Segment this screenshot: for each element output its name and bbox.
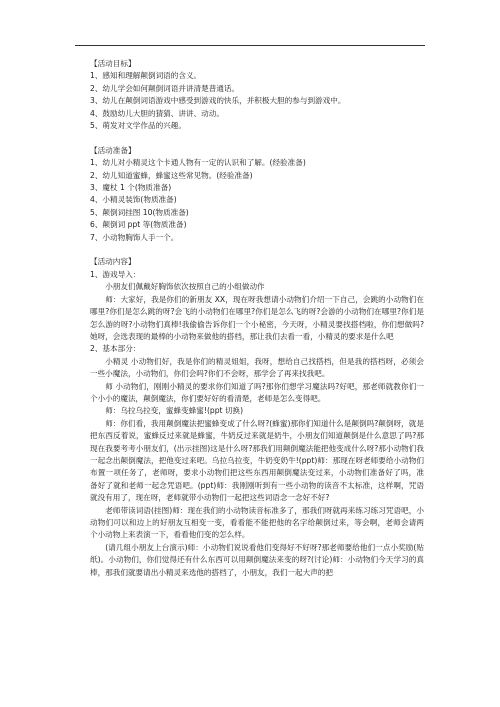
header-rule <box>75 45 425 46</box>
prep-item: 5、颠倒词挂图 10(物质准备) <box>90 207 189 217</box>
paragraph: (请几组小朋友上台演示)师：小动物们说说看他们变得好不好呀?那老师要给他们一点小奖励(贴纸)。小动物们，你们觉得还有什么东西可以用颠倒魔法来变的呀?(讨论)师：小动物们今天学习的真棒，那我们就要请出小精灵来选他的搭档了，小朋友，我们一起大声的把 <box>90 542 424 577</box>
content-heading: 【活动内容】 <box>90 257 136 267</box>
prep-item: 1、幼儿对小精灵这个卡通人物有一定的认识和了解。(经验准备) <box>90 158 306 168</box>
document-body <box>90 58 424 579</box>
paragraph: 师：大家好，我是你们的新朋友 XX，现在呀我想请小动物们介绍一下自己，会跳的小动物们在哪里?你们是怎么跳的呀?会飞的小动物们在哪里?你们是怎么飞的呀?会游的小动物们在哪里?你们是怎么游的呀?小动物们真棒!我偷偷告诉你们一个小秘密，今天呀，小精灵要找搭档啦，你们想做吗?她呀，会选表现的最棒的小动物来做他的搭档，那让我们去看一看，小精灵的要求是什么吧 <box>90 294 424 341</box>
paragraph: 小精灵 小动物们好，我是你们的精灵姐姐，我呀，想给自己找搭档，但是我的搭档呀，必须会一些小魔法，小动物们，你们会吗?你们不会呀，那学会了再来找我吧。 <box>90 356 424 379</box>
prep-item: 4、小精灵装饰(物质准备) <box>90 195 177 205</box>
goal-item: 2、幼儿学会如何颠倒词语并讲清楚普通话。 <box>90 83 240 93</box>
prep-item: 6、颠倒词 ppt 等(物质准备) <box>90 220 187 230</box>
goal-item: 5、萌发对文学作品的兴趣。 <box>90 121 186 131</box>
paragraph: 师：乌拉乌拉变，蜜蜂变蜂蜜!(ppt 切换) <box>105 406 244 416</box>
prep-item: 3、魔杖 1 个(物质准备) <box>90 183 172 193</box>
paragraph: 小朋友们佩戴好胸饰依次按照自己的小组做动作 <box>105 282 265 292</box>
section-title: 1、游戏导入： <box>90 269 141 279</box>
goal-item: 1、感知和理解颠倒词语的含义。 <box>90 71 202 81</box>
goal-item: 3、幼儿在颠倒词语游戏中感受到游戏的快乐，并积极大胆的参与到游戏中。 <box>90 96 346 106</box>
section-title: 2、基本部分： <box>90 344 141 354</box>
prep-item: 7、小动物胸饰人手一个。 <box>90 232 179 242</box>
prep-item: 2、幼儿知道蜜蜂，蜂蜜这些常见物。(经验准备) <box>90 170 253 180</box>
paragraph: 师 小动物们，刚刚小精灵的要求你们知道了吗?那你们想学习魔法吗?好吧，那老师就教你们一个小小的魔法，颠倒魔法，你们要好好的看清楚，老师是怎么变得吧。 <box>90 381 424 403</box>
prep-heading: 【活动准备】 <box>90 145 136 155</box>
paragraph: 师：你们看，我用颠倒魔法把蜜蜂变成了什么呀?(蜂蜜)那你们知道什么是颠倒吗?颠倒呀，就是把东西反着说，蜜蜂反过来就是蜂蜜，牛奶反过来就是奶牛，小朋友们知道颠倒是什么意思了吗?那现在我要考考小朋友们，(出示挂图)这是什么呀?那我们用颠倒魔法能把他变成什么呀?那小动物们我一起念出颠倒魔法，把他变过来吧。乌拉乌拉变，牛奶变奶牛!(ppt)师：那现在呀老师要给小动物们布置一项任务了，老师呀，要求小动物们把这些东西用颠倒魔法变过来，小动物们准备好了吗，准备好了就和老师一起念咒语吧。(ppt)师：我刚刚听到有一些小动物的读音不太标准，这样啊，咒语就没有用了，现在呀，老师就带小动物们一起把这些词语念一念好不好? <box>90 418 424 503</box>
goal-item: 4、鼓励幼儿大胆的猜猜、讲讲、动动。 <box>90 108 224 118</box>
paragraph: 老师带读词语(挂图)师：现在我们的小动物读音标准多了，那我们呀就再来练习练习咒语吧，小动物们可以和边上的好朋友互相变一变，看看能不能把他的名字给颠倒过来，等会啊，老师会请两个小动物上来表演一下，看看他们变的怎么样。 <box>90 505 424 540</box>
goals-heading: 【活动目标】 <box>90 59 136 68</box>
